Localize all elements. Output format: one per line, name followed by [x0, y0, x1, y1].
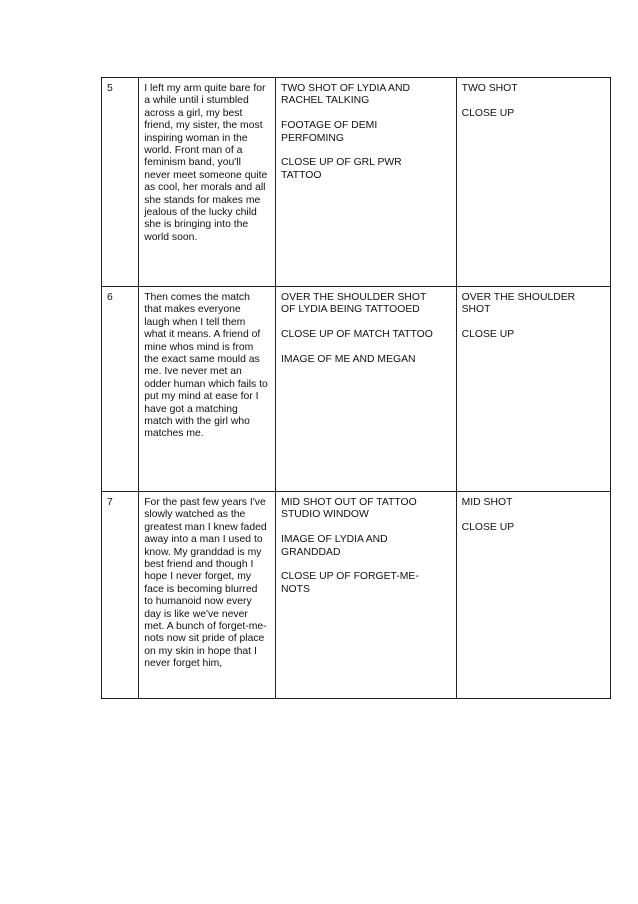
narration-text: For the past few years I've slowly watched as the greatest man I knew faded away into a man I used to know. My granddad is my best friend and though I hope I never forget, my face is becoming blurred to humanoid now every day is like we've never met. A bunch of forget-me- nots now sit pride of place on my skin in hope that I never forget him,: [144, 497, 267, 670]
narration-cell: [139, 492, 276, 699]
shot-type: TWO SHOT: [461, 83, 518, 94]
shot-description: TWO SHOT OF LYDIA AND RACHEL TALKING: [281, 83, 410, 107]
shot-type: CLOSE UP: [461, 329, 515, 341]
storyboard-table: [101, 77, 611, 699]
shot-type: CLOSE UP: [461, 107, 515, 119]
scene-number-cell: [102, 492, 139, 699]
shot-type-cell: [456, 78, 610, 287]
shot-type: CLOSE UP: [461, 521, 515, 533]
table-row: [102, 78, 611, 287]
shot-description: CLOSE UP OF GRL PWR TATTOO: [281, 157, 402, 181]
narration-cell: [139, 287, 276, 492]
scene-number: 7: [107, 497, 113, 508]
shot-type-cell: [456, 492, 610, 699]
shot-description: OVER THE SHOULDER SHOT OF LYDIA BEING TATTOOED: [281, 292, 427, 316]
shot-description: CLOSE UP OF MATCH TATTOO: [281, 329, 433, 341]
table-row: [102, 492, 611, 699]
shot-description: FOOTAGE OF DEMI PERFOMING: [281, 120, 378, 144]
shot-type-cell: [456, 287, 610, 492]
scene-number-cell: [102, 78, 139, 287]
shot-type: OVER THE SHOULDER SHOT: [461, 292, 576, 316]
narration-cell: [139, 78, 276, 287]
shot-list-cell: [276, 287, 457, 492]
shot-description: MID SHOT OUT OF TATTOO STUDIO WINDOW: [281, 497, 417, 521]
shot-description: CLOSE UP OF FORGET-ME- NOTS: [281, 571, 419, 595]
shot-list-cell: [276, 492, 457, 699]
table-row: [102, 287, 611, 492]
scene-number: 5: [107, 83, 113, 94]
shot-description: IMAGE OF LYDIA AND GRANDDAD: [281, 534, 388, 558]
shot-list-cell: [276, 78, 457, 287]
scene-number: 6: [107, 292, 113, 303]
shot-type: MID SHOT: [461, 497, 513, 508]
narration-text: Then comes the match that makes everyone laugh when I tell them what it means. A friend of mine whos mind is from the exact same mould as me. Ive never met an odder human which fails to put my mind at ease for I have got a matching match with the girl who matches me.: [144, 292, 268, 440]
narration-text: I left my arm quite bare for a while until i stumbled across a girl, my best friend, my sister, the most inspiring woman in the world. Front man of a feminism band, you'll never meet someone quite as cool, her morals and all she stands for makes me jealous of the lucky child she is bringing into the world soon.: [144, 83, 268, 243]
scene-number-cell: [102, 287, 139, 492]
shot-description: IMAGE OF ME AND MEGAN: [281, 354, 416, 365]
